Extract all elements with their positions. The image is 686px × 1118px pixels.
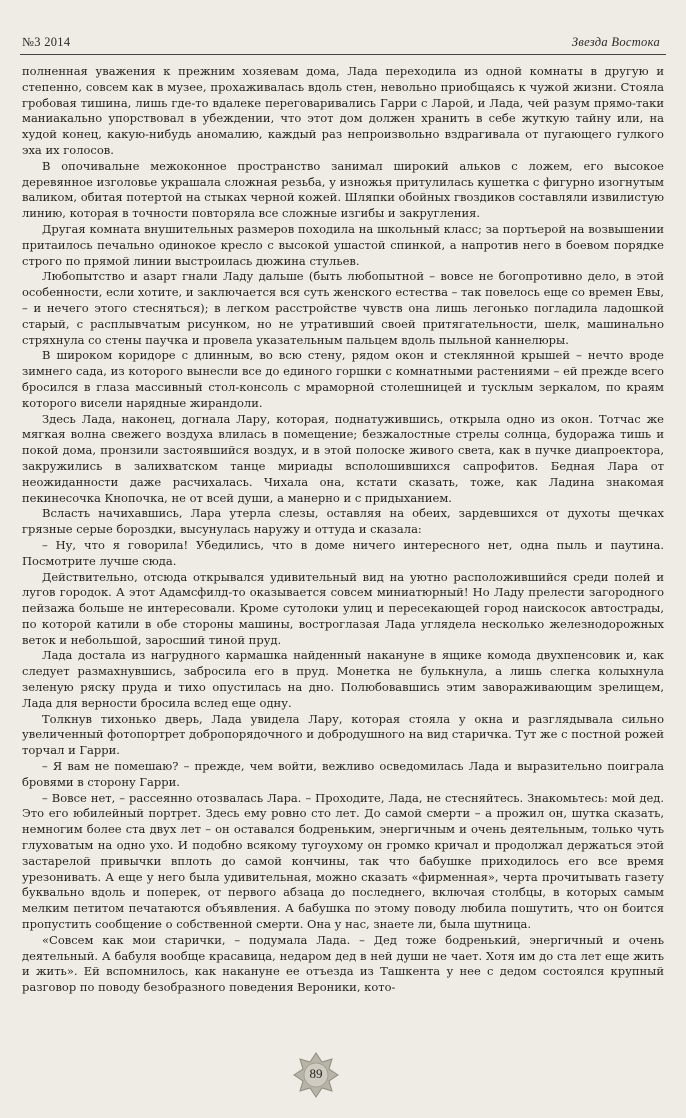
journal-title: Звезда Востока — [571, 35, 660, 49]
running-header — [20, 32, 666, 55]
article-body — [22, 64, 664, 1044]
paragraph: «Совсем как мои старички, – подумала Лада. – Дед тоже бодренький, энергичный и очень деятельный. А бабуля вообще красавица, недаром дед в ней души не чает. Хотя им до ста лет еще жить и жить». Ей вспомнилось, как накануне ее отъезда из Ташкента у нее с дедом состоялся крупный разговор по поводу безобразного поведения Вероники, кото- — [22, 932, 664, 995]
paragraph: Всласть начихавшись, Лара утерла слезы, оставляя на обеих, зардевшихся от духоты щечках грязные серые бороздки, высунулась наружу и оттуда и сказала: — [22, 506, 664, 537]
paragraph: – Вовсе нет, – рассеянно отозвалась Лара. – Проходите, Лада, не стесняйтесь. Знакомьтесь: мой дед. Это его юбилейный портрет. Здесь ему ровно сто лет. До самой смерти – а прожил он, шутка сказать, немногим более ста двух лет – он оставался бодреньким, энергичным и очень деятельным, только чуть глуховатым на одно ухо. И подобно всякому тугоухому он громко кричал и продолжал держаться этой застарелой привычки вплоть до самой кончины, так что бабушке приходилось его все время урезонивать. А еще у него была удивительная, можно сказать «фирменная», черта прочитывать газету буквально вдоль и поперек, от первого абзаца до последнего, включая столбцы, в которых самым мелким петитом печатаются объявления. А бабушка по этому поводу любила пошутить, что он боится пропустить сообщение о собственной смерти. Она у нас, знаете ли, была шутница. — [22, 790, 664, 932]
paragraph: В широком коридоре с длинным, во всю стену, рядом окон и стеклянной крышей – нечто вроде зимнего сада, из которого вынесли все до единого горшки с комнатными растениями – ей прежде всего бросился в глаза массивный стол-консоль с мраморной столешницей и тусклым зеркалом, по краям которого висели нарядные жирандоли. — [22, 348, 664, 410]
page-number-badge — [293, 1052, 339, 1098]
paragraph: Действительно, отсюда открывался удивительный вид на уютно расположившийся среди полей и лугов городок. А этот Адамсфилд-то оказывается совсем миниатюрный! Но Ладу прелести загородного пейзажа больше не интересовали. Кроме сутолоки улиц и пересекающей город наискосок автострады, по которой катили в обе стороны машины, востроглазая Лада углядела несколько железнодорожных веток и небольшой, заросший тиной пруд. — [22, 569, 664, 647]
page-number: 89 — [309, 1066, 323, 1081]
issue-number: №3 2014 — [22, 35, 71, 49]
paragraph: Здесь Лада, наконец, догнала Лару, которая, поднатужившись, открыла одно из окон. Тотчас же мягкая волна свежего воздуха влилась в помещение; безжалостные стрелы солнца, будоража тишь и покой дома, пронзили застоявшийся воздух, и в этой полоске живого света, как в пучке диапроектора, закружились в залихватском танце мириады всполошившихся сапрофитов. Бедная Лара от неожиданности даже расчихалась. Чихала она, кстати сказать, тоже, как Ладина знакомая пекинесочка Кнопочка, не от всей души, а манерно и с придыханием. — [22, 411, 664, 505]
paragraph: – Ну, что я говорила! Убедились, что в доме ничего интересного нет, одна пыль и паутина. Посмотрите лучше сюда. — [22, 537, 664, 568]
paragraph: В опочивальне межоконное пространство занимал широкий альков с ложем, его высокое деревянное изголовье украшала сложная резьба, у изножья притулилась кушетка с фигурно изогнутым валиком, обитая потертой на стыках черной кожей. Шляпки обойных гвоздиков составляли извилистую линию, которая в точности повторяла все сложные изгибы и закругления. — [22, 158, 664, 221]
paragraph: Толкнув тихонько дверь, Лада увидела Лару, которая стояла у окна и разглядывала сильно увеличенный фотопортрет добропорядочного и добродушного на вид старичка. Тут же с постной рожей торчал и Гарри. — [22, 711, 664, 758]
paragraph: Лада достала из нагрудного кармашка найденный накануне в ящике комода двухпенсовик и, как следует размахнувшись, забросила его в пруд. Монетка не булькнула, а лишь слегка колыхнула зеленую ряску пруда и тихо опустилась на дно. Полюбовавшись этим завораживающим зрелищем, Лада для верности бросила вслед еще одну. — [22, 648, 664, 710]
paragraph: – Я вам не помешаю? – прежде, чем войти, вежливо осведомилась Лада и выразительно поиграла бровями в сторону Гарри. — [22, 759, 664, 789]
paragraph: Любопытство и азарт гнали Ладу дальше (быть любопытной – вовсе не богопротивно дело, в этой особенности, если хотите, и заключается вся суть женского естества – так повелось еще со времен Евы, – и нечего этого стесняться); в легком расстройстве чувств она лишь легонько погладила ладошкой старый, с расплывчатым рисунком, но не утративший своей притягательности, шелк, машинально стряхнула со стены паучка и провела указательным пальцем вдоль пыльной каннелюры. — [22, 269, 664, 347]
paragraph: Другая комната внушительных размеров походила на школьный класс; за портьерой на возвышении притаилось печально одинокое кресло с высокой ушастой спинкой, а напротив него в боевом порядке строго по прямой линии выстроилась дюжина стульев. — [22, 221, 664, 268]
paragraph: полненная уважения к прежним хозяевам дома, Лада переходила из одной комнаты в другую и степенно, совсем как в музее, прохаживалась вдоль стен, невольно приобщаясь к чужой жизни. Стояла гробовая тишина, лишь где-то вдалеке переговаривались Гарри с Ларой, и Лада, чей разум прямо-таки маниакально упорствовал в убеждении, что этот дом должен хранить в себе жуткую тайну или, на худой конец, какую-нибудь аномалию, каждый раз непроизвольно вздрагивала от пугающего гулкого эха их голосов. — [22, 64, 664, 157]
